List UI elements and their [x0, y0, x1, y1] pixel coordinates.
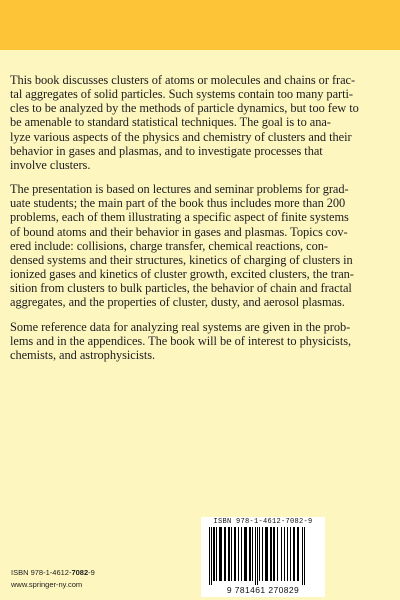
top-color-band: [0, 0, 400, 50]
publisher-url: www.springer-ny.com: [11, 580, 83, 589]
blurb-paragraph-3: Some reference data for analyzing real systems are given in the prob- lems and in the appendices. The book will be of interest to physicists, chemists, and astrophysicists.: [10, 319, 352, 362]
isbn-text: [11, 568, 95, 577]
barcode-bar: [224, 527, 226, 581]
barcode-bar: [259, 527, 260, 581]
blurb-paragraph-1: This book discusses clusters of atoms or molecules and chains or frac- tal aggregates of solid particles. Such systems contain too many parti- cles to be analyzed by the methods of particle dynamics, but too few to be amenable to standard statistical techniques. The goal is to ana- lyze various aspects of the physics and chemistry of clusters and their behavior in gases and plasmas, and to investigate processes that involve clusters.: [10, 73, 359, 172]
barcode-bar: [297, 527, 299, 581]
barcode-bar: [284, 527, 285, 581]
barcode-bar: [287, 527, 288, 581]
barcode-bar: [252, 527, 253, 581]
barcode-bar: [257, 527, 258, 585]
isbn-suffix: -9: [88, 568, 95, 577]
barcode-bar: [302, 527, 303, 585]
barcode-bar: [262, 527, 263, 581]
barcode-bar: [211, 527, 212, 585]
isbn-bold-part: 7082: [71, 568, 89, 577]
barcode-bar: [293, 527, 295, 581]
barcode-bar: [277, 527, 278, 581]
isbn-barcode: [201, 517, 325, 597]
back-cover-blurb: [10, 73, 390, 372]
barcode-bar: [265, 527, 268, 581]
barcode-bar: [244, 527, 247, 581]
barcode-bar: [290, 527, 291, 581]
barcode-isbn-label: ISBN 978-1-4612-7082-9: [213, 518, 313, 526]
barcode-bar: [209, 527, 210, 585]
barcode-bar: [273, 527, 275, 581]
barcode-bar: [228, 527, 230, 581]
barcode-bar: [219, 527, 222, 581]
barcode-bar: [213, 527, 215, 581]
barcode-bar: [241, 527, 242, 581]
barcode-bar: [281, 527, 282, 581]
barcode-bar: [270, 527, 272, 581]
barcode-bars: [209, 527, 317, 585]
barcode-bar: [255, 527, 256, 585]
barcode-bar: [231, 527, 232, 581]
barcode-bar: [249, 527, 251, 581]
blurb-paragraph-2: The presentation is based on lectures and seminar problems for grad- uate students; the main part of the book thus includes more than 200 problems, each of them illustrating a specific aspect of finite systems of bound atoms and their behavior in gases and plasmas. Topics cov- ered include: collisions, charge transfer, chemical reactions, con- densed systems and their structures, kinetics of charging of clusters in ionized gases and kinetics of cluster growth, excited clusters, the tran- sition from clusters to bulk particles, the behavior of chain and fractal aggregates, and the properties of cluster, dusty, and aerosol plasmas.: [10, 182, 354, 310]
barcode-bar: [216, 527, 217, 581]
isbn-prefix: ISBN 978-1-4612-: [11, 568, 72, 577]
barcode-bar: [234, 527, 236, 581]
barcode-bar: [304, 527, 305, 585]
barcode-digits: 9 781461 270829: [226, 585, 300, 595]
barcode-bar: [238, 527, 239, 581]
